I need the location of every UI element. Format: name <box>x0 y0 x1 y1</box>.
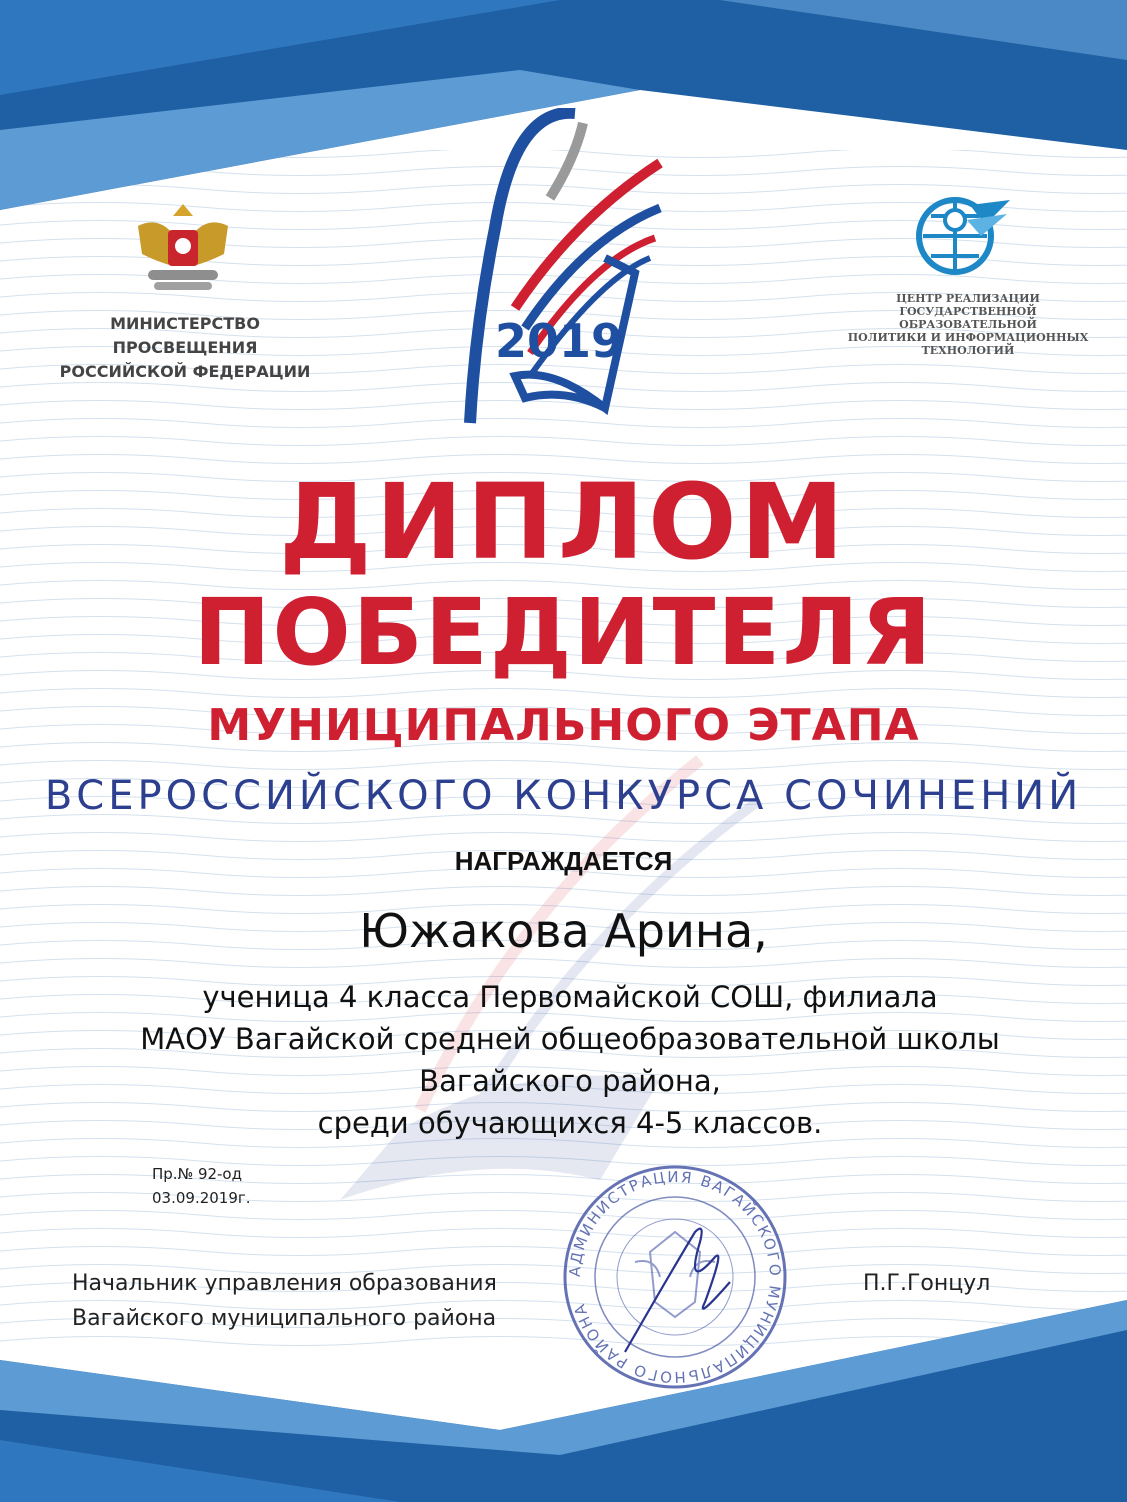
contest-title: ВСЕРОССИЙСКОГО КОНКУРСА СОЧИНЕНИЙ <box>44 773 1083 819</box>
seal-stamp-icon <box>555 1162 795 1392</box>
signer-position <box>72 1266 497 1336</box>
description-line-3: Вагайского района, <box>419 1064 721 1098</box>
diploma-subtitle: ПОБЕДИТЕЛЯ <box>193 579 934 686</box>
ministry-name-text: МИНИСТЕРСТВО ПРОСВЕЩЕНИЯ РОССИЙСКОЙ ФЕДЕРАЦИИ <box>59 314 311 381</box>
order-date: 03.09.2019г. <box>152 1189 251 1207</box>
awarded-label: НАГРАЖДАЕТСЯ <box>454 846 673 876</box>
signer-name: П.Г.Гонцул <box>863 1271 991 1296</box>
contest-emblem <box>455 108 665 428</box>
recipient-description <box>40 976 1100 1144</box>
contest-emblem-icon <box>455 108 665 428</box>
handwritten-signature <box>625 1229 730 1352</box>
description-line-4: среди обучающихся 4-5 классов. <box>317 1106 823 1140</box>
center-name <box>838 292 1098 357</box>
center-name-text: ЦЕНТР РЕАЛИЗАЦИИ ГОСУДАРСТВЕННОЙ ОБРАЗОВАТЕЛЬНОЙ ПОЛИТИКИ И ИНФОРМАЦИОННЫХ ТЕХНОЛОГИЙ <box>847 292 1089 357</box>
signer-position-line-1: Начальник управления образования <box>72 1271 497 1296</box>
ministry-name <box>40 312 330 384</box>
official-seal <box>555 1162 795 1392</box>
description-line-1: ученица 4 класса Первомайской СОШ, филиала <box>202 980 938 1014</box>
description-line-2: МАОУ Вагайской средней общеобразовательной школы <box>140 1022 1000 1056</box>
ministry-emblem-icon <box>128 196 238 304</box>
seal-text: АДМИНИСТРАЦИЯ ВАГАЙСКОГО МУНИЦИПАЛЬНОГО РАЙОНА <box>565 1167 785 1387</box>
center-logo-icon <box>915 190 1015 282</box>
diploma-title: ДИПЛОМ <box>279 461 848 583</box>
stage-title: МУНИЦИПАЛЬНОГО ЭТАПА <box>207 700 920 751</box>
signer-position-line-2: Вагайского муниципального района <box>72 1306 497 1331</box>
recipient-name: Южакова Арина, <box>359 904 768 958</box>
order-number: Пр.№ 92-од <box>152 1165 242 1183</box>
order-info <box>152 1162 251 1210</box>
contest-year: 2019 <box>495 314 624 368</box>
